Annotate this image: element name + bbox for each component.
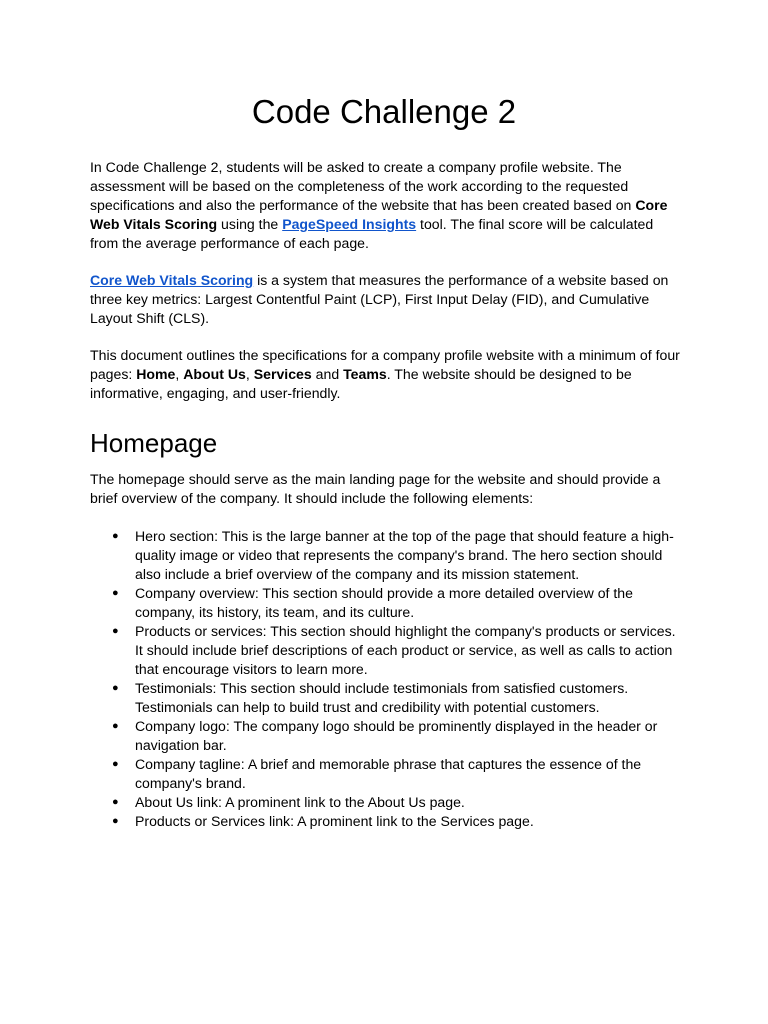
bullet-icon: ●	[112, 720, 119, 732]
intro-text-2: using the	[217, 216, 283, 232]
list-item-text: Testimonials: This section should include testimonials from satisfied customers. Testimonials can help to build trust and credibility with potential customers.	[135, 680, 629, 715]
bullet-icon: ●	[112, 796, 119, 808]
outline-text-3: ,	[245, 366, 254, 382]
document-title: Code Challenge 2	[251, 93, 517, 130]
homepage-heading: Homepage	[90, 428, 218, 458]
bullet-icon: ●	[112, 682, 119, 694]
outline-text-4: and	[311, 366, 344, 382]
cwv-paragraph	[90, 271, 682, 328]
list-item	[90, 679, 682, 717]
bullet-icon: ●	[112, 587, 119, 599]
cwv-text: is a system that measures the performance of a website based on three key metrics: Largest Contentful Paint (LCP), First Input Delay (FID), and Cumulative Layout Shift (CLS).	[90, 272, 669, 326]
page-teams-label: Teams	[343, 366, 387, 382]
page-services-label: Services	[253, 366, 312, 382]
list-item	[90, 527, 682, 584]
page-about-label: About Us	[183, 366, 246, 382]
homepage-elements-list	[90, 527, 682, 831]
bullet-icon: ●	[112, 815, 119, 827]
list-item-text: Products or Services link: A prominent link to the Services page.	[135, 813, 534, 829]
outline-text-1: This document outlines the specifications for a company profile website with a minimum of four pages:	[90, 347, 680, 382]
outline-text-5: . The website should be designed to be informative, engaging, and user-friendly.	[90, 366, 632, 401]
intro-bold-cwv: Core Web Vitals Scoring	[90, 197, 668, 232]
page-home-label: Home	[136, 366, 176, 382]
core-web-vitals-link[interactable]: Core Web Vitals Scoring	[90, 272, 254, 288]
list-item-text: Company tagline: A brief and memorable phrase that captures the essence of the company's brand.	[135, 756, 642, 791]
list-item	[90, 755, 682, 793]
homepage-intro: The homepage should serve as the main landing page for the website and should provide a brief overview of the company. It should include the following elements:	[90, 471, 661, 506]
bullet-icon: ●	[112, 625, 119, 637]
list-item	[90, 584, 682, 622]
outline-paragraph	[90, 346, 682, 403]
intro-text-1: In Code Challenge 2, students will be asked to create a company profile website. The assessment will be based on the completeness of the work according to the requested specifications and also the performance of the website that has been created based on	[90, 159, 636, 213]
intro-paragraph	[90, 158, 682, 253]
list-item	[90, 622, 682, 679]
list-item-text: Hero section: This is the large banner at the top of the page that should feature a high-quality image or video that represents the company's brand. The hero section should also include a brief overview of the company and its mission statement.	[135, 528, 674, 582]
list-item	[90, 812, 682, 831]
list-item	[90, 793, 682, 812]
list-item-text: Products or services: This section should highlight the company's products or services. It should include brief descriptions of each product or service, as well as calls to action that encourage visitors to learn more.	[135, 623, 676, 677]
bullet-icon: ●	[112, 530, 119, 542]
outline-text-2: ,	[175, 366, 184, 382]
bullet-icon: ●	[112, 758, 119, 770]
list-item-text: Company logo: The company logo should be prominently displayed in the header or navigation bar.	[135, 718, 658, 753]
pagespeed-insights-link[interactable]: PageSpeed Insights	[282, 216, 417, 232]
intro-text-3: tool. The final score will be calculated from the average performance of each page.	[90, 216, 654, 251]
list-item-text: About Us link: A prominent link to the About Us page.	[135, 794, 465, 810]
list-item-text: Company overview: This section should provide a more detailed overview of the company, its history, its team, and its culture.	[135, 585, 633, 620]
list-item	[90, 717, 682, 755]
